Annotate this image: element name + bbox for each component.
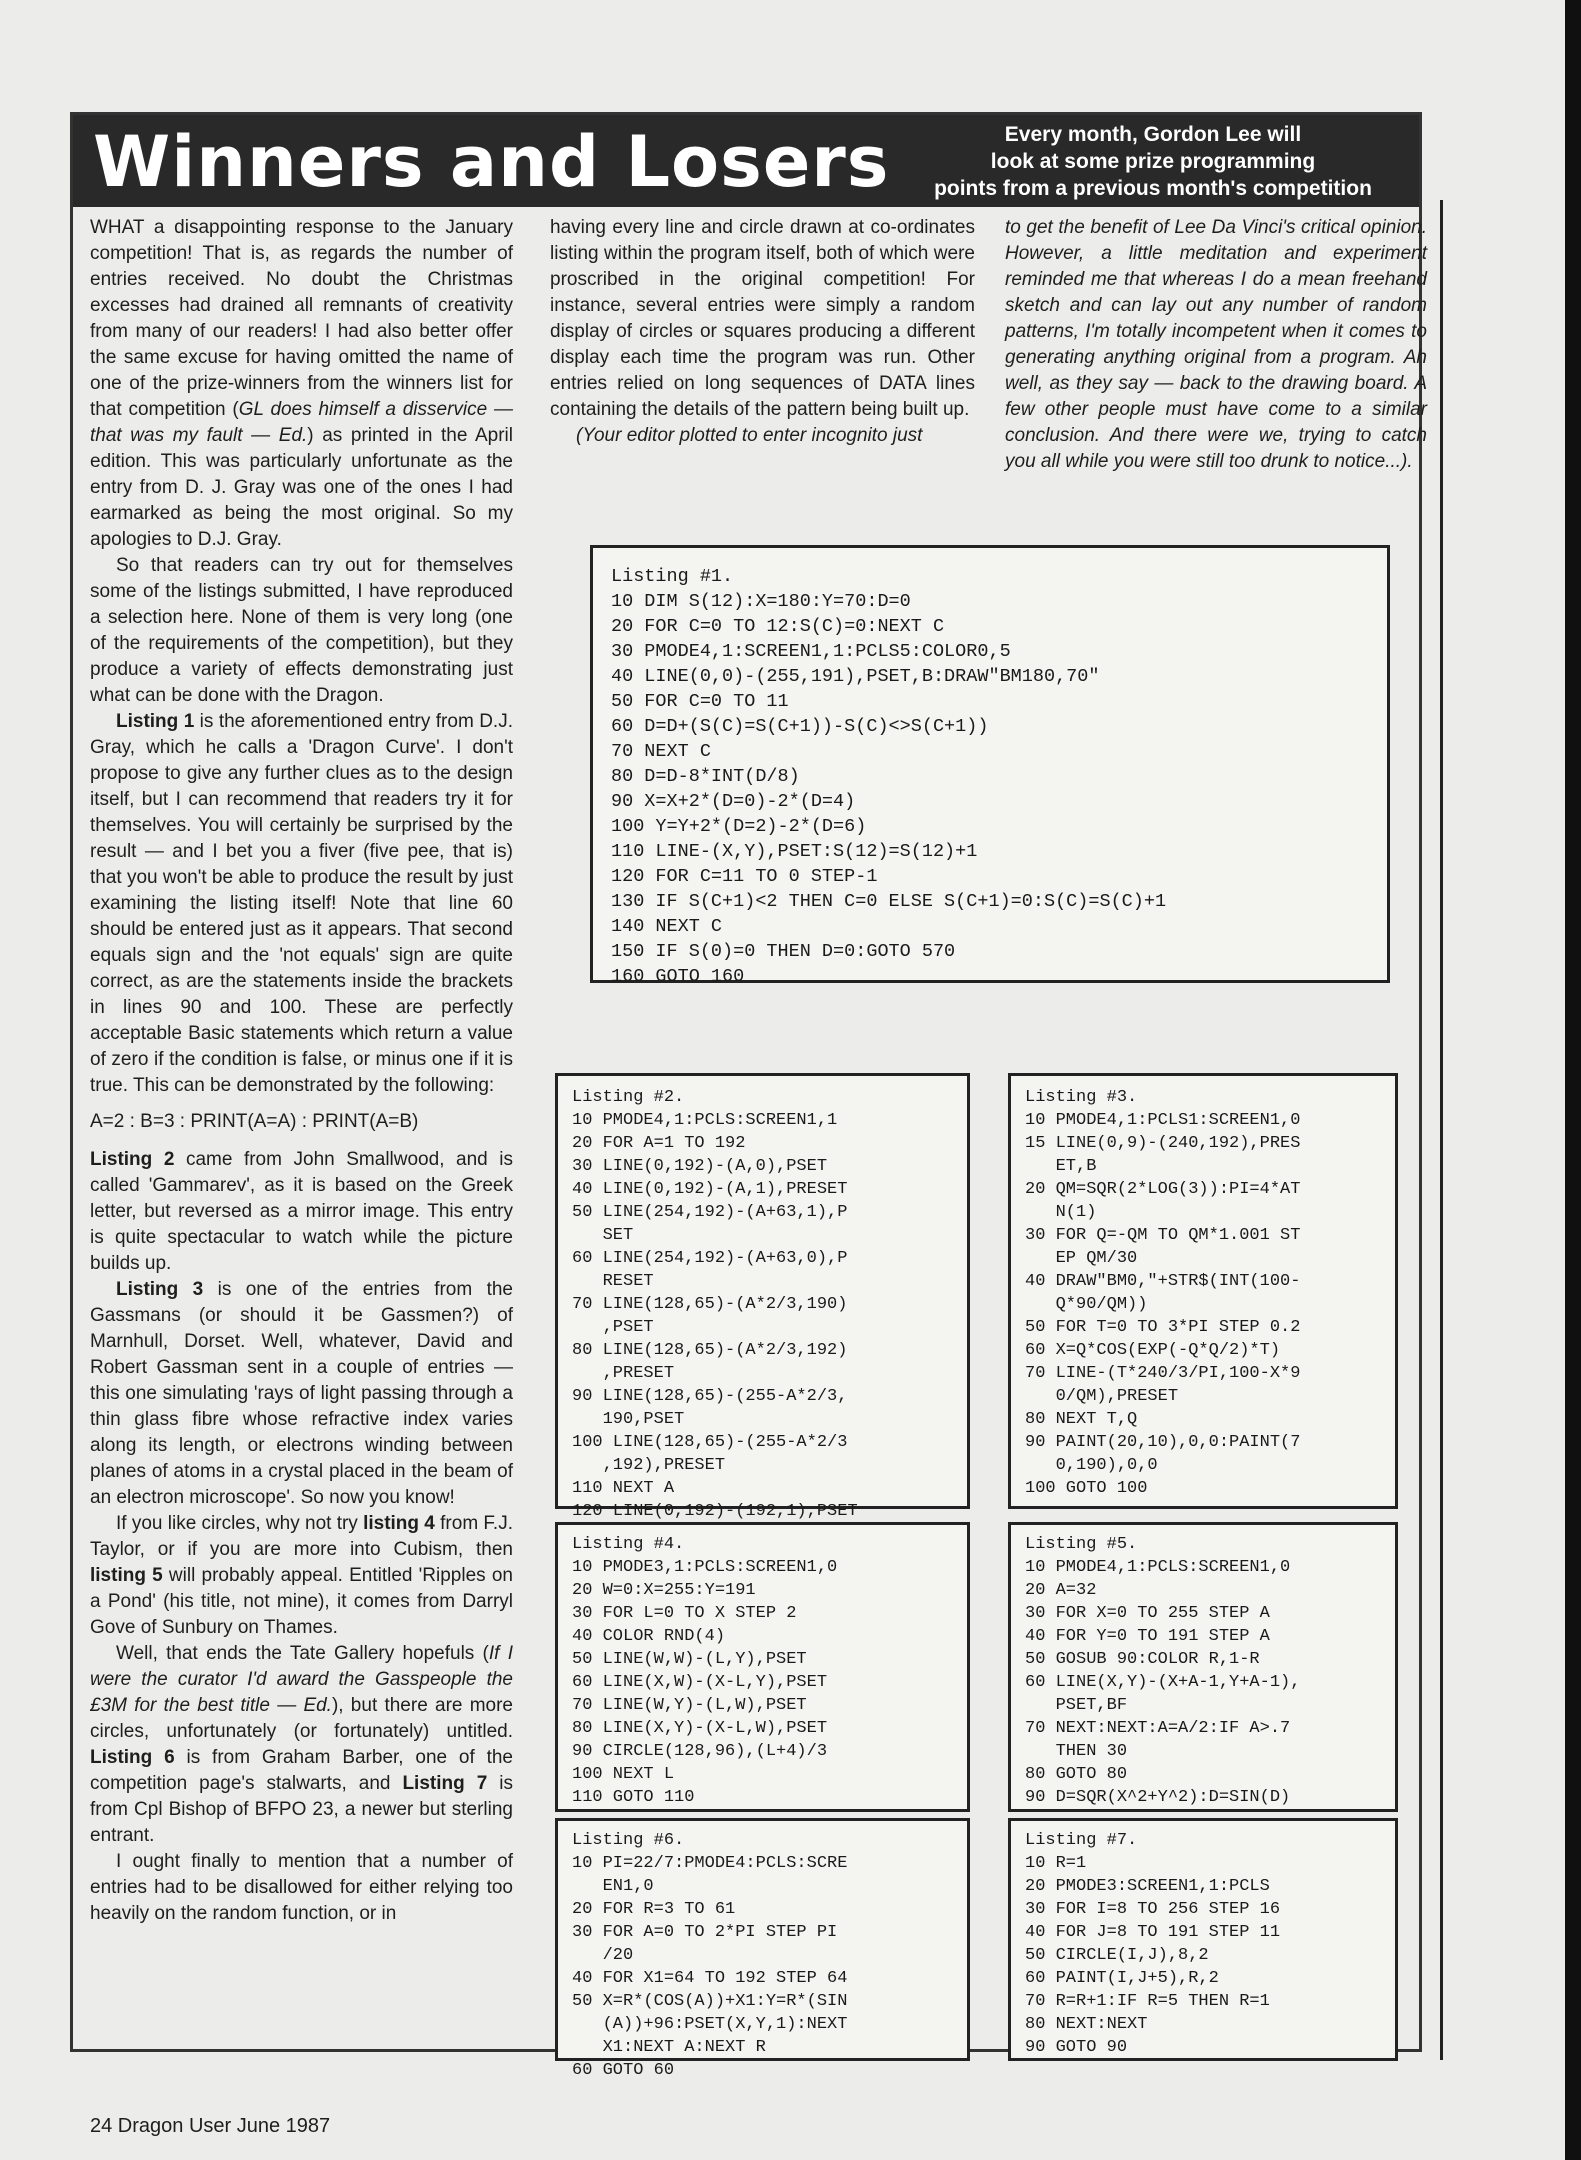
listing-title: Listing #6. — [572, 1831, 685, 1850]
listing-3-box — [1008, 1073, 1398, 1509]
column-2 — [550, 215, 975, 449]
text-run: came from John Smallwood, and is called 'Gammarev', as it is based on the Greek letter, but reversed as a mirror image. This entry is quite spectacular to watch while the picture builds up. — [90, 1149, 513, 1274]
text-run: Well, that ends the Tate Gallery hopefuls ( — [116, 1643, 489, 1664]
listing-code: 10 PMODE4,1:PCLS:SCREEN1,1 20 FOR A=1 TO 192 30 LINE(0,192)-(A,0),PSET 40 LINE(0,192)-(A,1),PRESET 50 LINE(254,192)-(A+63,1),P SET 60 LINE(254,192)-(A+63,0),P RESET 70 LINE(128,65)-(A*2/3,190) ,PSET 80 LINE(128,65)-(A*2/3,192) ,PRESET 90 LINE(128,65)-(255-A*2/3, 190,PSET 100 LINE(128,65)-(255-A*2/3 ,192),PRESET 110 NEXT A 120 LINE(0,192)-(192,1),PSET — [572, 1111, 858, 1521]
editor-note: If I were the curator I'd award the Gasspeople the £3M for the best title — Ed. — [90, 1643, 513, 1716]
listing-code: 10 R=1 20 PMODE3:SCREEN1,1:PCLS 30 FOR I=8 TO 256 STEP 16 40 FOR J=8 TO 191 STEP 11 50 CIRCLE(I,J),8,2 60 PAINT(I,J+5),R,2 70 R=R+1:IF R=5 THEN R=1 80 NEXT:NEXT 90 GOTO 90 — [1025, 1854, 1281, 2057]
text-run: is from Cpl Bishop of BFPO 23, a newer but sterling entrant. — [90, 1773, 513, 1846]
listing-ref: Listing 2 — [90, 1149, 175, 1170]
listing-7-box — [1008, 1818, 1398, 2061]
text-run: is the aforementioned entry from D.J. Gray, which he calls a 'Dragon Curve'. I don't propose to give any further clues as to the design itself, but I can recommend that readers try it for themselves. You will certainly be surprised by the result — and I bet you a fiver (five pee, that is) that you won't be able to produce the result by just examining the listing itself! Note that line 60 should be entered just as it appears. That second equals sign and the 'not equals' sign are quite correct, as are the statements inside the brackets in lines 90 and 100. These are perfectly acceptable Basic statements which return a value of zero if the condition is false, or minus one if it is true. This can be demonstrated by the following: — [90, 711, 513, 1096]
listing-ref: listing 4 — [363, 1513, 435, 1534]
column-3 — [1005, 215, 1427, 475]
listing-code: 10 PI=22/7:PMODE4:PCLS:SCRE EN1,0 20 FOR R=3 TO 61 30 FOR A=0 TO 2*PI STEP PI /20 40 FOR X1=64 TO 192 STEP 64 50 X=R*(COS(A))+X1:Y=R*(SIN (A))+96:PSET(X,Y,1):NEXT X1:NEXT A:NEXT R 60 GOTO 60 — [572, 1854, 848, 2080]
article-header — [73, 115, 1419, 207]
paragraph: (Your editor plotted to enter incognito just — [576, 425, 923, 446]
strapline-line: look at some prize programming — [990, 150, 1316, 173]
formula: A=2 : B=3 : PRINT(A=A) : PRINT(A=B) — [90, 1111, 419, 1132]
column-1 — [90, 215, 513, 1927]
paragraph: having every line and circle drawn at co-ordinates listing within the program itself, both of which were proscribed in the original competition! For instance, several entries were simply a random display of circles or squares producing a different display each time the program was run. Other entries relied on long sequences of DATA lines containing the details of the pattern being built up. — [550, 217, 975, 420]
listing-5-box — [1008, 1522, 1398, 1812]
paragraph: to get the benefit of Lee Da Vinci's critical opinion. However, a little meditation and experiment reminded me that whereas I do a mean freehand sketch and can lay out any number of random patterns, I'm totally incompetent when it comes to generating anything original from a program. Ah well, as they say — back to the drawing board. A few other people must have come to a similar conclusion. And there were we, trying to catch you all while you were still too drunk to notice...). — [1005, 217, 1427, 472]
magazine-spine — [1565, 0, 1581, 2160]
strapline-line: Every month, Gordon Lee will — [1004, 123, 1302, 146]
editor-note: GL does himself a disservice — that was my fault — Ed. — [90, 399, 513, 446]
listing-title: Listing #7. — [1025, 1831, 1138, 1850]
text-run: ) as printed in the April edition. This was particularly unfortunate as the entry from D. J. Gray was one of the ones I had earmarked as being the most original. So my apologies to D.J. Gray. — [90, 425, 513, 550]
listing-title: Listing #1. — [611, 566, 734, 587]
listing-code: 10 DIM S(12):X=180:Y=70:D=0 20 FOR C=0 TO 12:S(C)=0:NEXT C 30 PMODE4,1:SCREEN1,1:PCLS5:COLOR0,5 40 LINE(0,0)-(255,191),PSET,B:DRAW"BM180,70" 50 FOR C=0 TO 11 60 D=D+(S(C)=S(C+1))-S(C)<>S(C+1)) 70 NEXT C 80 D=D-8*INT(D/8) 90 X=X+2*(D=0)-2*(D=4) 100 Y=Y+2*(D=2)-2*(D=6) 110 LINE-(X,Y),PSET:S(12)=S(12)+1 120 FOR C=11 TO 0 STEP-1 130 IF S(C+1)<2 THEN C=0 ELSE S(C+1)=0:S(C)=S(C)+1 140 NEXT C 150 IF S(0)=0 THEN D=0:GOTO 570 160 GOTO 160 — [611, 591, 1167, 987]
text-run: If you like circles, why not try — [116, 1513, 364, 1534]
paragraph — [90, 1511, 513, 1641]
listing-4-box — [555, 1522, 970, 1812]
listing-title: Listing #5. — [1025, 1535, 1138, 1554]
paragraph — [90, 709, 513, 1099]
listing-1-box — [590, 545, 1390, 987]
listing-code: 10 PMODE3,1:PCLS:SCREEN1,0 20 W=0:X=255:Y=191 30 FOR L=0 TO X STEP 2 40 COLOR RND(4) 50 LINE(W,W)-(L,Y),PSET 60 LINE(X,W)-(X-L,Y),PSET 70 LINE(W,Y)-(L,W),PSET 80 LINE(X,Y)-(X-L,W),PSET 90 CIRCLE(128,96),(L+4)/3 100 NEXT L 110 GOTO 110 — [572, 1558, 838, 1807]
listing-ref: Listing 6 — [90, 1747, 175, 1768]
listing-ref: Listing 1 — [116, 711, 195, 732]
listing-code: 10 PMODE4,1:PCLS:SCREEN1,0 20 A=32 30 FOR X=0 TO 255 STEP A 40 FOR Y=0 TO 191 STEP A 50 GOSUB 90:COLOR R,1-R 60 LINE(X,Y)-(X+A-1,Y+A-1), PSET,BF 70 NEXT:NEXT:A=A/2:IF A>.7 THEN 30 80 GOTO 80 90 D=SQR(X^2+Y^2):D=SIN(D) — [1025, 1558, 1301, 1807]
paragraph — [90, 1147, 513, 1277]
article-title: Winners and Losers — [93, 121, 890, 203]
paragraph — [90, 1641, 513, 1849]
listing-title: Listing #3. — [1025, 1088, 1138, 1107]
text-run: from F.J. Taylor, or if you are more into Cubism, then — [90, 1513, 513, 1560]
paragraph: So that readers can try out for themselves some of the listings submitted, I have reproduced a selection here. None of them is very long (one of the requirements of the competition), but they produce a variety of effects demonstrating just what can be done with the Dragon. — [90, 555, 513, 706]
page-folio: 24 Dragon User June 1987 — [90, 2115, 331, 2137]
listing-2-box — [555, 1073, 970, 1521]
text-run: WHAT a disappointing response to the January competition! That is, as regards the number of entries received. No doubt the Christmas excesses had drained all remnants of creativity from many of our readers! I had also better offer the same excuse for having omitted the name of one of the prize-winners from the winners list for that competition ( — [90, 217, 513, 420]
paragraph: I ought finally to mention that a number of entries had to be disallowed for either relying too heavily on the random function, or in — [90, 1851, 513, 1924]
article-strapline — [893, 121, 1413, 202]
listing-title: Listing #4. — [572, 1535, 685, 1554]
listing-ref: listing 5 — [90, 1565, 163, 1586]
adjacent-page-edge — [1440, 200, 1561, 2060]
text-run: ), but there are more circles, unfortunately (or fortunately) untitled. — [90, 1695, 513, 1742]
listing-ref: Listing 7 — [402, 1773, 488, 1794]
listing-ref: Listing 3 — [116, 1279, 204, 1300]
text-run: will probably appeal. Entitled 'Ripples on a Pond' (his title, not mine), it comes from Darryl Gove of Sunbury on Thames. — [90, 1565, 513, 1638]
listing-code: 10 PMODE4,1:PCLS1:SCREEN1,0 15 LINE(0,9)-(240,192),PRES ET,B 20 QM=SQR(2*LOG(3)):PI=4*AT N(1) 30 FOR Q=-QM TO QM*1.001 ST EP QM/30 40 DRAW"BM0,"+STR$(INT(100- Q*90/QM)) 50 FOR T=0 TO 3*PI STEP 0.2 60 X=Q*COS(EXP(-Q*Q/2)*T) 70 LINE-(T*240/3/PI,100-X*9 0/QM),PRESET 80 NEXT T,Q 90 PAINT(20,10),0,0:PAINT(7 0,190),0,0 100 GOTO 100 — [1025, 1111, 1301, 1498]
strapline-line: points from a previous month's competition — [934, 177, 1372, 200]
paragraph — [90, 1277, 513, 1511]
paragraph — [90, 215, 513, 553]
listing-title: Listing #2. — [572, 1088, 685, 1107]
text-run: is from Graham Barber, one of the competition page's stalwarts, and — [90, 1747, 513, 1794]
text-run: is one of the entries from the Gassmans (or should it be Gassmen?) of Marnhull, Dorset. Well, whatever, David and Robert Gassman sent in a couple of entries — this one simulating 'rays of light passing through a thin glass fibre whose refractive index varies along its length, or electrons winding between planes of atoms in a crystal placed in the beam of an electron microscope'. So now you know! — [90, 1279, 513, 1508]
listing-6-box — [555, 1818, 970, 2080]
